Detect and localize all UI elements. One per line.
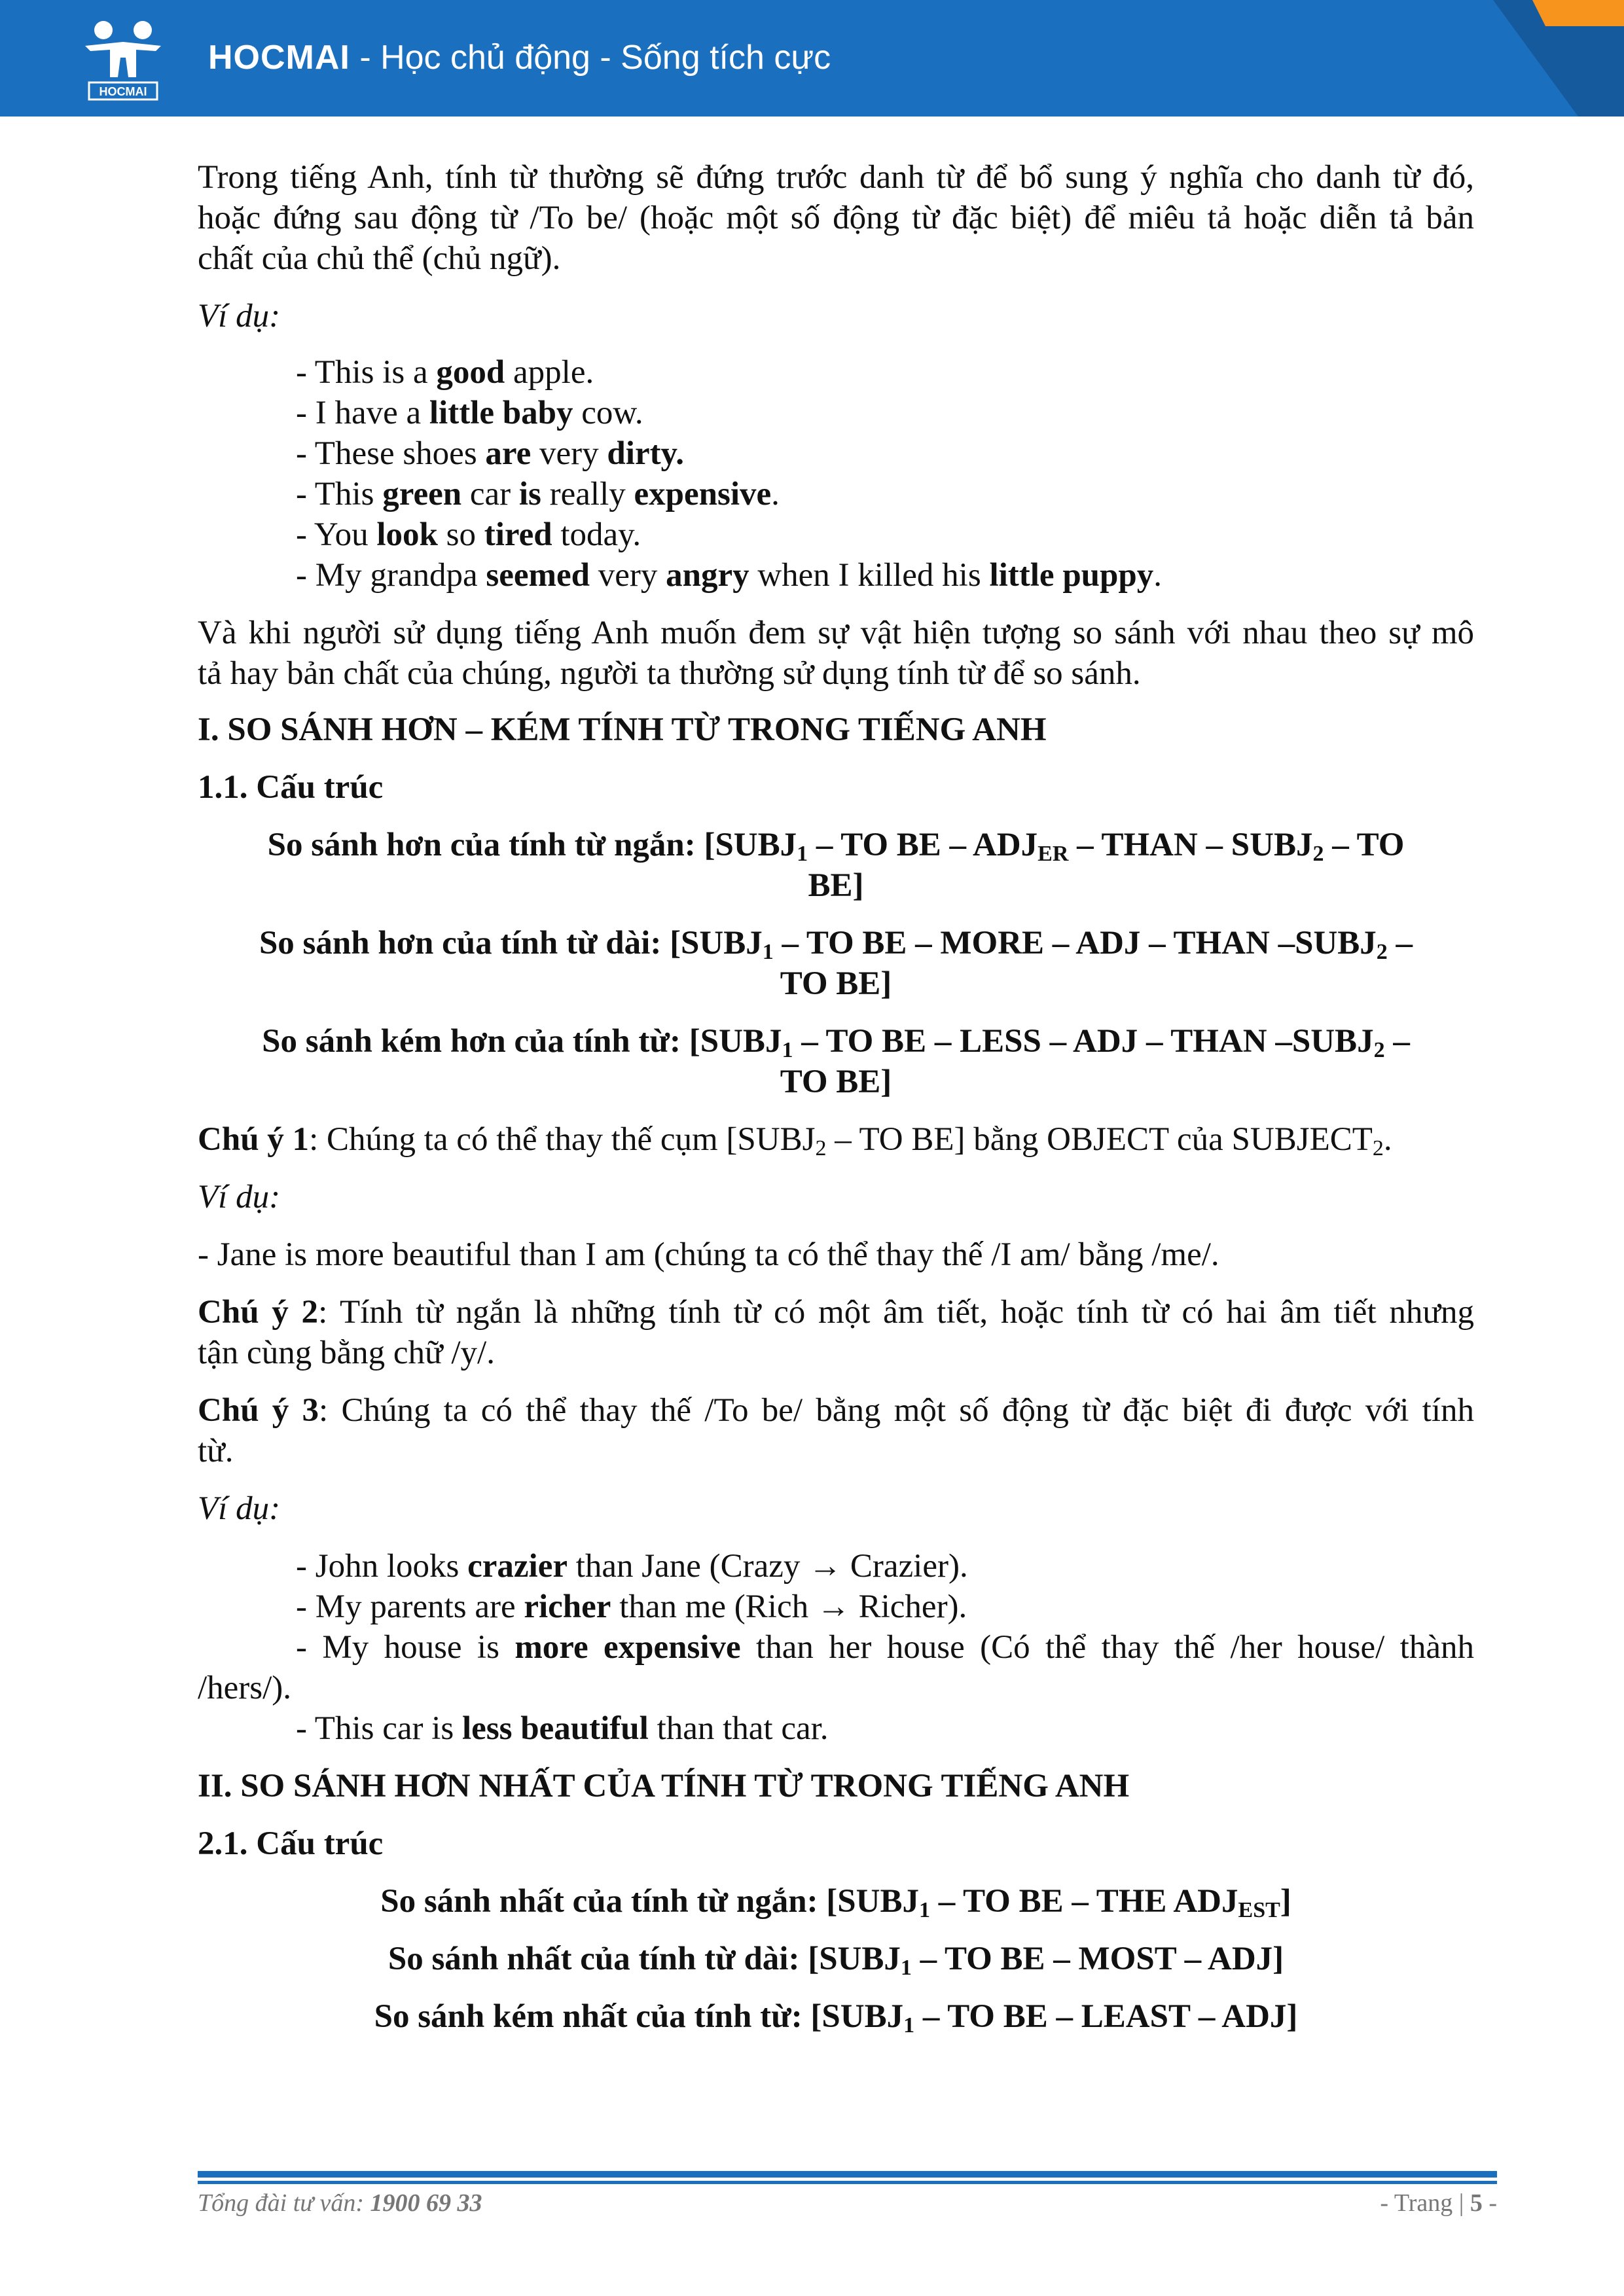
header-corner-decoration [1493,0,1624,117]
section1-subtitle: 1.1. Cấu trúc [198,769,384,806]
arrow-icon: → [816,1588,850,1625]
example-item: - John looks crazier than Jane (Crazy → Crazier). [296,1548,968,1585]
note-3-line-2: từ. [198,1433,234,1469]
formula-least-superlative: So sánh kém nhất của tính từ: [$SUBJ_1$ – TO BE – LEAST – ADJ] [374,1998,1298,2037]
section2-title: II. SO SÁNH HƠN NHẤT CỦA TÍNH TỪ TRONG TIẾNG ANH [198,1768,1130,1804]
arrow-icon: → [808,1548,842,1585]
example-item: - My house is more expensive than her house (Có thể thay thế /her house/ thành [296,1629,1474,1666]
formula-long-comparative: So sánh hơn của tính từ dài: [$SUBJ_1$ – TO BE – MORE – ADJ – THAN $-SUBJ_2$ – [259,925,1413,964]
hocmai-logo-icon [77,12,169,103]
example-label: Ví dụ: [198,298,281,334]
footer-hotline: Tổng đài tư vấn: 1900 69 33 [198,2189,482,2217]
example-label: Ví dụ: [198,1490,281,1527]
example-jane: - Jane is more beautiful than I am (chúng ta có thể thay thế /I am/ bằng /me/. [198,1236,1219,1273]
footer-divider [198,2171,1497,2178]
intro-line-3: chất của chủ thể (chủ ngữ). [198,240,561,277]
example-label: Ví dụ: [198,1179,281,1215]
formula-less-comparative: So sánh kém hơn của tính từ: [$SUBJ_1$ – TO BE – LESS – ADJ – THAN $-SUBJ_2$ – [262,1023,1410,1062]
note-3-line-1: Chú ý 3: Chúng ta có thể thay thế /To be/ bằng một số động từ đặc biệt đi được với tính [198,1392,1474,1429]
example-item-cont: /hers/). [198,1670,292,1706]
formula-less-comparative-cont: TO BE] [780,1064,892,1100]
formula-short-comparative: So sánh hơn của tính từ ngắn: [$SUBJ_1$ – TO BE – $ADJ_{ER}$ – THAN – $SUBJ_2$ – TO [267,827,1405,866]
page-header [0,0,1624,117]
intro-line-2: hoặc đứng sau động từ /To be/ (hoặc một số động từ đặc biệt) để miêu tả hoặc diễn tả bản [198,200,1474,236]
example-item: - I have a little baby cow. [296,395,643,431]
example-item: - These shoes are very dirty. [296,435,684,472]
example-item: - My parents are richer than me (Rich → Richer). [296,1588,967,1625]
example-item: - This car is less beautiful than that car. [296,1710,829,1747]
brand-name: HOCMAI [208,39,350,77]
para2-line-2: tả hay bản chất của chúng, người ta thường sử dụng tính từ để so sánh. [198,655,1141,692]
note-2-line-2: tận cùng bằng chữ /y/. [198,1335,495,1371]
formula-long-comparative-cont: TO BE] [780,965,892,1002]
footer-page-number: - Trang | 5 - [1380,2189,1497,2217]
note-2-line-1: Chú ý 2: Tính từ ngắn là những tính từ có một âm tiết, hoặc tính từ có hai âm tiết nhưng [198,1294,1475,1331]
section2-subtitle: 2.1. Cấu trúc [198,1825,384,1862]
example-item: - My grandpa seemed very angry when I killed his little puppy. [296,557,1163,594]
formula-short-comparative-cont: BE] [808,867,864,904]
example-item: - You look so tired today. [296,516,641,553]
example-item: - This green car is really expensive. [296,476,780,512]
section1-title: I. SO SÁNH HƠN – KÉM TÍNH TỪ TRONG TIẾNG ANH [198,711,1047,748]
footer-divider [198,2181,1497,2184]
para2-line-1: Và khi người sử dụng tiếng Anh muốn đem sự vật hiện tượng so sánh với nhau theo sự mô [198,615,1474,651]
example-item: - This is a good apple. [296,354,594,391]
svg-text:HOCMAI: HOCMAI [99,85,147,98]
header-brand [208,38,831,77]
brand-slogan: - Học chủ động - Sống tích cực [350,39,831,77]
note-1: Chú ý 1: Chúng ta có thể thay thế cụm [$SUBJ_2$ – TO BE] bằng OBJECT của $SUBJECT_2$. [198,1121,1392,1160]
formula-long-superlative: So sánh nhất của tính từ dài: [$SUBJ_1$ – TO BE – MOST – ADJ] [388,1941,1284,1980]
formula-short-superlative: So sánh nhất của tính từ ngắn: [$SUBJ_1$ – TO BE – THE $ADJ_{EST}$] [380,1883,1291,1922]
intro-line-1: Trong tiếng Anh, tính từ thường sẽ đứng trước danh từ để bổ sung ý nghĩa cho danh từ đó, [198,159,1474,196]
